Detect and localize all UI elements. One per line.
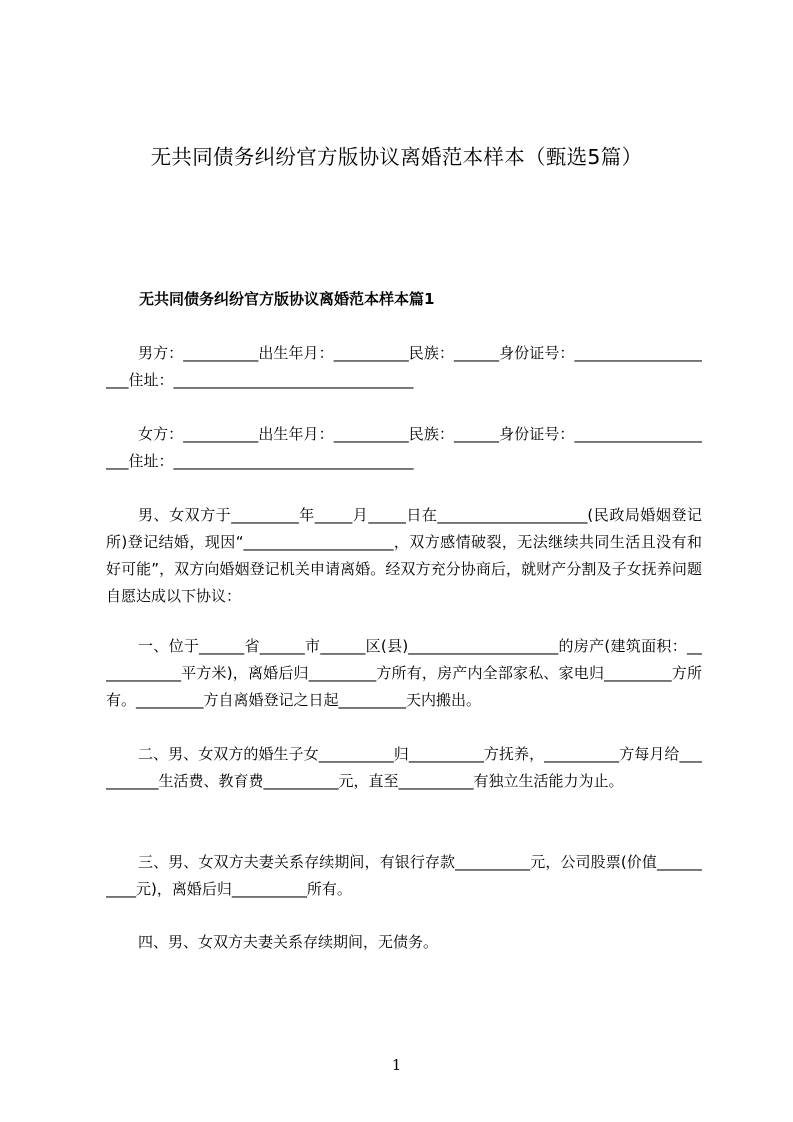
section-heading: 无共同债务纠纷官方版协议离婚范本样本篇1	[139, 290, 435, 308]
document-title: 无共同债务纠纷官方版协议离婚范本样本（甄选5篇）	[150, 145, 643, 169]
male-party-info-paragraph: 男方：__________出生年月：__________民族：______身份证号：____________________住址：________________________________	[106, 344, 702, 389]
debt-clause-paragraph: 四、男、女双方夫妻关系存续期间，无债务。	[138, 933, 439, 951]
property-clause-paragraph: 一、位于______省______市______区(县)____________________的房产(建筑面积：____________平方米)，离婚后归_________方所有，房产内全部家私、家电归_________方所有。_________方自离婚登记之日起_________天内搬出。	[106, 637, 702, 709]
marriage-registration-paragraph: 男、女双方于_________年_____月_____日在____________________(民政局婚姻登记所)登记结婚，现因“____________________，双方感情破裂，无法继续共同生活且没有和好可能”，双方向婚姻登记机关申请离婚。经双方充分协商后，就财产分割及子女抚养问题自愿达成以下协议：	[106, 506, 702, 605]
savings-clause-paragraph: 三、男、女双方夫妻关系存续期间，有银行存款__________元，公司股票(价值__________元)，离婚后归__________所有。	[106, 853, 702, 898]
child-custody-clause-paragraph: 二、男、女双方的婚生子女__________归__________方抚养，__________方每月给__________生活费、教育费__________元，直至__________有独立生活能力为止。	[106, 745, 702, 790]
female-party-info-paragraph: 女方：__________出生年月：__________民族：______身份证号：____________________住址：________________________________	[106, 425, 702, 470]
page-number: 1	[391, 1056, 402, 1074]
